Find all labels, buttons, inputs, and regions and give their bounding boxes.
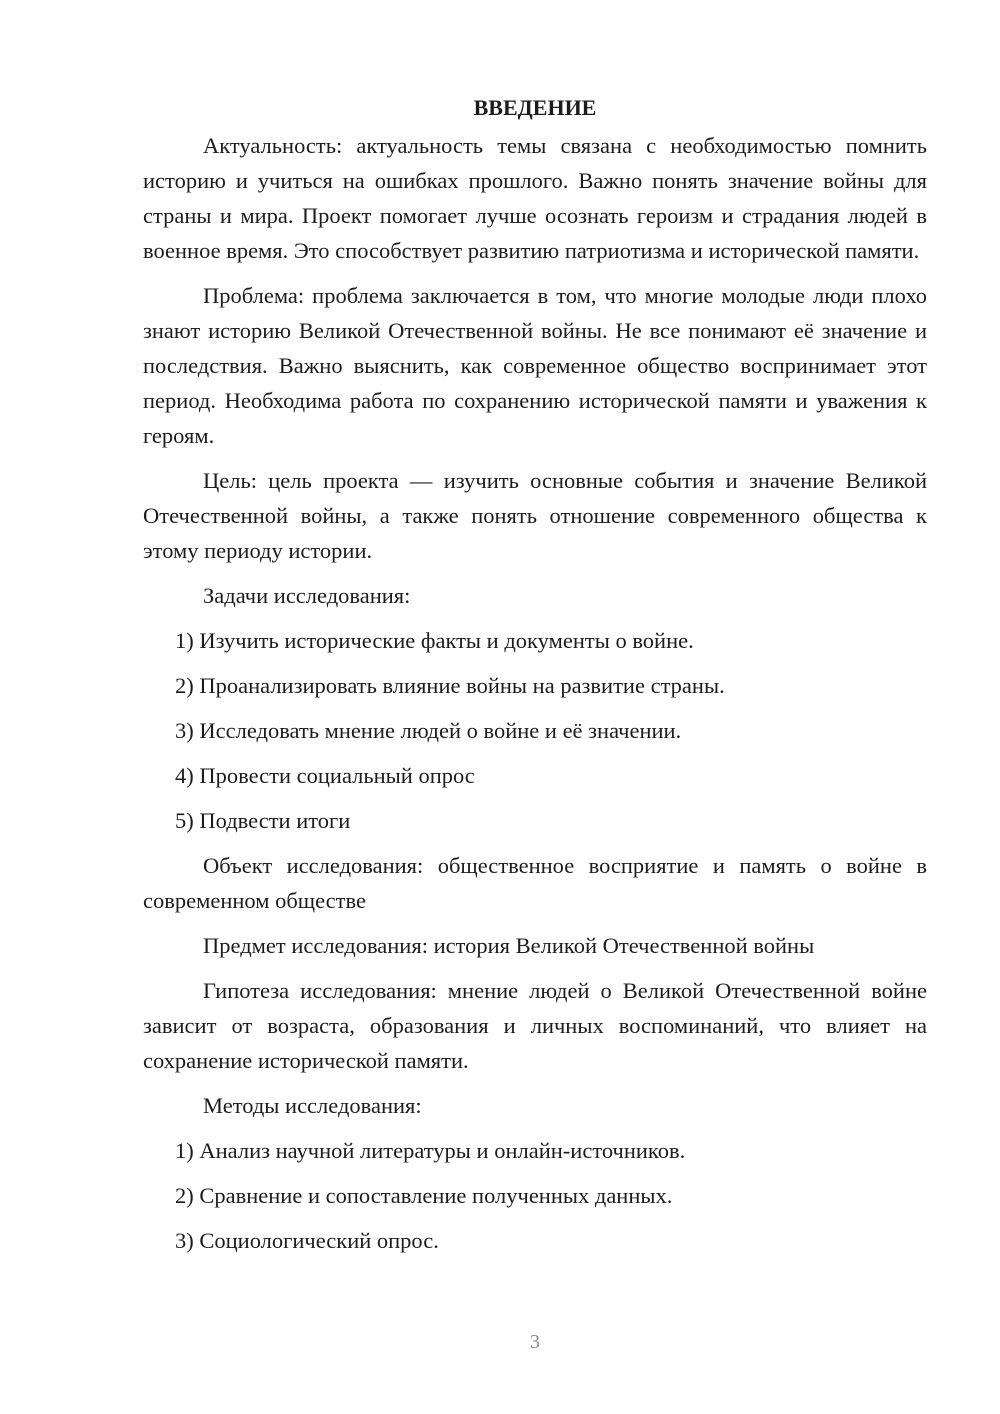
list-item: 3) Социологический опрос.	[175, 1228, 439, 1253]
tasks-heading: Задачи исследования:	[203, 583, 411, 608]
goal-paragraph: Цель: цель проекта — изучить основные события и значение Великой Отечественной войны, а также понять отношение современного общества к этому периоду истории.	[143, 468, 927, 563]
list-item: 3) Исследовать мнение людей о войне и её значении.	[175, 718, 682, 743]
hypothesis-paragraph: Гипотеза исследования: мнение людей о Великой Отечественной войне зависит от возраста, образования и личных воспоминаний, что влияет на сохранение исторической памяти.	[143, 978, 927, 1073]
list-item: 2) Проанализировать влияние войны на развитие страны.	[175, 673, 725, 698]
tasks-list	[143, 623, 927, 838]
page-content	[143, 90, 927, 1268]
list-item: 1) Изучить исторические факты и документы о войне.	[175, 628, 694, 653]
methods-list	[143, 1133, 927, 1258]
list-item: 2) Сравнение и сопоставление полученных данных.	[175, 1183, 673, 1208]
object-paragraph: Объект исследования: общественное восприятие и память о войне в современном обществе	[143, 853, 927, 913]
list-item: 5) Подвести итоги	[175, 808, 351, 833]
page-number: 3	[530, 1331, 540, 1353]
section-title: ВВЕДЕНИЕ	[473, 95, 597, 120]
list-item: 4) Провести социальный опрос	[175, 763, 475, 788]
problem-paragraph: Проблема: проблема заключается в том, что многие молодые люди плохо знают историю Великой Отечественной войны. Не все понимают её значение и последствия. Важно выяснить, как современное общество воспринимает этот период. Необходима работа по сохранению исторической памяти и уважения к героям.	[143, 283, 927, 448]
list-item: 1) Анализ научной литературы и онлайн-источников.	[175, 1138, 686, 1163]
subject-paragraph: Предмет исследования: история Великой Отечественной войны	[203, 933, 815, 958]
methods-heading: Методы исследования:	[203, 1093, 422, 1118]
relevance-paragraph: Актуальность: актуальность темы связана с необходимостью помнить историю и учиться на ошибках прошлого. Важно понять значение войны для страны и мира. Проект помогает лучше осознать героизм и страдания людей в военное время. Это способствует развитию патриотизма и исторической памяти.	[143, 133, 927, 263]
